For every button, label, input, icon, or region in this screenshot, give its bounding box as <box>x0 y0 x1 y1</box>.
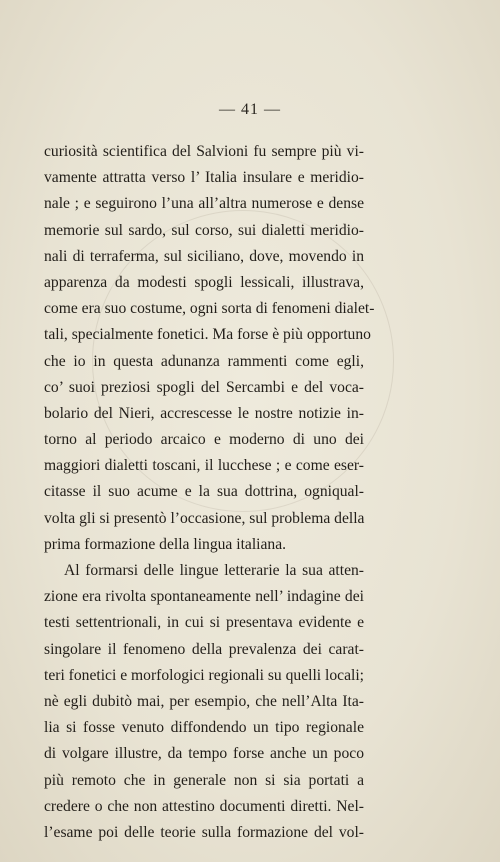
text-line: come era suo costume, ogni sorta di fenomeni dialet- <box>44 300 375 318</box>
text-line: di volgare illustre, da tempo forse anche un poco <box>44 745 364 763</box>
text-line: prima formazione della lingua italiana. <box>44 535 287 553</box>
text-line: l’esame poi delle teorie sulla formazione del vol- <box>44 823 364 841</box>
text-line: nali di terraferma, sul siciliano, dove, movendo in <box>44 247 364 265</box>
text-line: curiosità scientifica del Salvioni fu sempre più vi- <box>44 143 364 160</box>
text-line: apparenza da modesti spogli lessicali, illustrava, <box>44 273 364 291</box>
text-line: torno al periodo arcaico e moderno di uno dei <box>44 431 364 449</box>
text-line: nè egli dubitò mai, per esempio, che nell’Alta Ita- <box>44 692 364 710</box>
text-line: testi settentrionali, in cui si presentava evidente e <box>44 614 364 632</box>
text-line: maggiori dialetti toscani, il lucchese ; e come eser- <box>44 457 364 475</box>
text-line: più remoto che in generale non si sia portati a <box>44 771 364 789</box>
text-line: nale ; e seguirono l’una all’altra numerose e dense <box>44 195 364 213</box>
text-line: lia si fosse venuto diffondendo un tipo regionale <box>44 719 364 737</box>
text-line: bolario del Nieri, accrescesse le nostre notizie in- <box>44 404 364 422</box>
text-line: volta gli si presentò l’occasione, sul problema della <box>44 509 365 527</box>
text-line: singolare il fenomeno della prevalenza dei carat- <box>44 640 364 658</box>
text-line: che io in questa adunanza rammenti come egli, <box>44 352 364 370</box>
text-line: teri fonetici e morfologici regionali su quelli locali; <box>44 666 365 684</box>
text-line: Al formarsi delle lingue letterarie la sua atten- <box>64 562 364 579</box>
text-line: co’ suoi preziosi spogli del Sercambi e del voca- <box>44 378 364 396</box>
text-line: memorie sul sardo, sul corso, sui dialetti meridio- <box>44 221 364 239</box>
text-line: vamente attratta verso l’ Italia insulare e meridio- <box>44 169 364 187</box>
page-number: — 41 — <box>219 101 281 118</box>
body-text <box>44 139 375 846</box>
text-line: zione era rivolta spontaneamente nell’ indagine dei <box>44 588 364 606</box>
text-line: citasse il suo acume e la sua dottrina, ogniqual- <box>44 483 364 501</box>
text-line: tali, specialmente fonetici. Ma forse è più opportuno <box>44 326 371 344</box>
text-line: credere o che non attestino documenti diretti. Nel- <box>44 797 364 815</box>
